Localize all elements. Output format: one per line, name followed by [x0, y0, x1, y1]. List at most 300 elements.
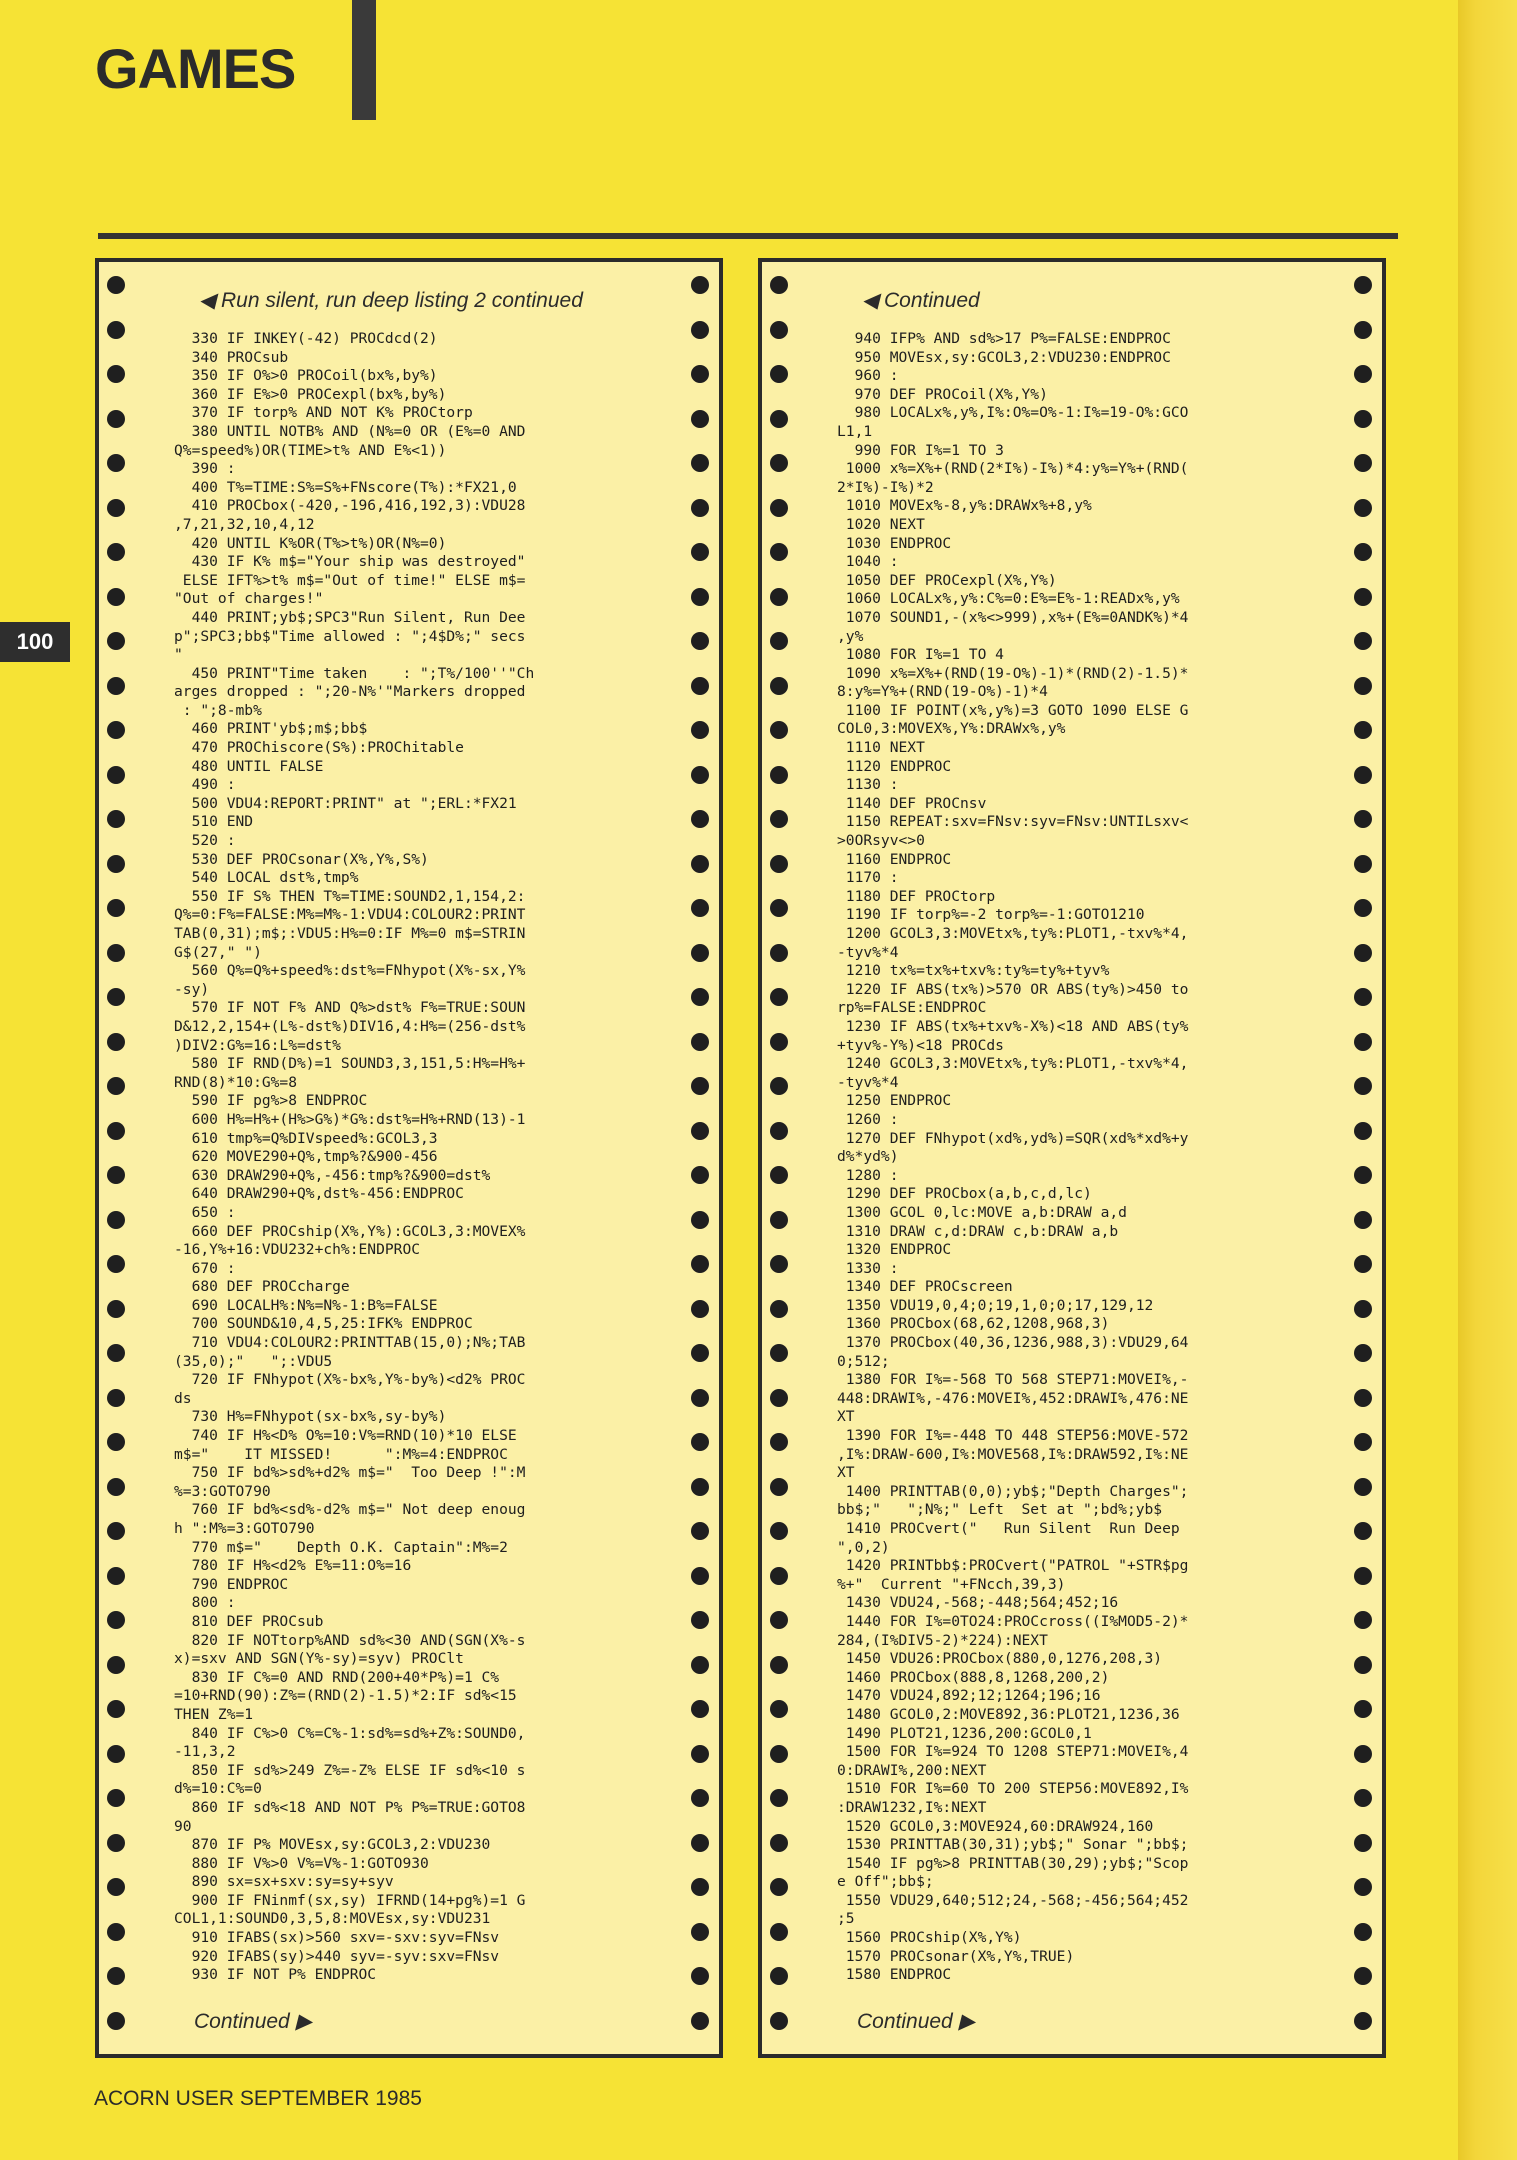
sprocket-hole [691, 944, 709, 962]
code-line: 1490 PLOT21,1236,200:GCOL0,1 [845, 1724, 1092, 1742]
sprocket-hole [1354, 1389, 1372, 1407]
code-line: 870 IF P% MOVEsx,sy:GCOL3,2:VDU230 [191, 1836, 491, 1854]
code-line: 340 PROCsub [191, 348, 289, 366]
code-line: 500 VDU4:REPORT:PRINT" at ";ERL:*FX21 [191, 794, 517, 812]
sprocket-hole [770, 855, 788, 873]
sprocket-hole [691, 1611, 709, 1629]
code-line: 440 PRINT;yb$;SPC3"Run Silent, Run Dee [191, 608, 526, 626]
code-line: 0;512; [837, 1352, 890, 1370]
sprocket-holes-right [691, 262, 711, 2054]
code-line: 390 : [191, 460, 236, 478]
sprocket-hole [1354, 1834, 1372, 1852]
code-line: 460 PRINT'yb$;m$;bb$ [191, 720, 368, 738]
code-line: 1310 DRAW c,d:DRAW c,b:DRAW a,b [845, 1222, 1119, 1240]
code-line: 930 IF NOT P% ENDPROC [191, 1966, 377, 1984]
sprocket-hole [107, 2012, 125, 2030]
code-line: =10+RND(90):Z%=(RND(2)-1.5)*2:IF sd%<15 [174, 1687, 517, 1705]
sprocket-hole [770, 321, 788, 339]
sprocket-hole [770, 1834, 788, 1852]
code-line: 1050 DEF PROCexpl(X%,Y%) [845, 571, 1057, 589]
sprocket-hole [107, 499, 125, 517]
code-line: 720 IF FNhypot(X%-bx%,Y%-by%)<d2% PROC [191, 1371, 526, 1389]
code-line: bb$;" ";N%;" Left Set at ";bd%;yb$ [837, 1501, 1163, 1519]
code-line: rp%=FALSE:ENDPROC [837, 999, 987, 1017]
code-line: -tyv%*4 [837, 1073, 899, 1091]
code-line: 1100 IF POINT(x%,y%)=3 GOTO 1090 ELSE G [845, 701, 1189, 719]
sprocket-hole [770, 276, 788, 294]
code-line: 0:DRAWI%,200:NEXT [837, 1761, 987, 1779]
sprocket-hole [107, 1567, 125, 1585]
code-line: 990 FOR I%=1 TO 3 [854, 441, 1004, 459]
sprocket-hole [1354, 410, 1372, 428]
code-line: 480 UNTIL FALSE [191, 757, 324, 775]
sprocket-hole [1354, 677, 1372, 695]
sprocket-hole [770, 1567, 788, 1585]
code-line: 510 END [191, 813, 254, 831]
code-line: 640 DRAW290+Q%,dst%-456:ENDPROC [191, 1185, 464, 1203]
sprocket-hole [770, 1745, 788, 1763]
code-line: 680 DEF PROCcharge [191, 1278, 350, 1296]
code-line: : ";8-mb% [182, 701, 262, 719]
code-line: 1340 DEF PROCscreen [845, 1278, 1013, 1296]
code-line: 750 IF bd%>sd%+d2% m$=" Too Deep !":M [191, 1464, 526, 1482]
sprocket-hole [107, 1255, 125, 1273]
code-line: 590 IF pg%>8 ENDPROC [191, 1092, 368, 1110]
code-line: Q%=0:F%=FALSE:M%=M%-1:VDU4:COLOUR2:PRINT [174, 906, 526, 924]
sprocket-hole [107, 1967, 125, 1985]
sprocket-hole [107, 410, 125, 428]
sprocket-hole [107, 1700, 125, 1718]
sprocket-holes-left [107, 262, 127, 2054]
sprocket-hole [770, 677, 788, 695]
code-line: (35,0);" ";:VDU5 [174, 1352, 333, 1370]
sprocket-hole [770, 632, 788, 650]
code-listing [837, 330, 1317, 1985]
sprocket-hole [107, 1389, 125, 1407]
code-line: 1240 GCOL3,3:MOVEtx%,ty%:PLOT1,-txv%*4, [845, 1055, 1189, 1073]
code-line: >0ORsyv<>0 [837, 832, 925, 850]
code-line: m$=" IT MISSED! ":M%=4:ENDPROC [174, 1445, 508, 1463]
code-line: 760 IF bd%<sd%-d2% m$=" Not deep enoug [191, 1501, 526, 1519]
code-line: 850 IF sd%>249 Z%=-Z% ELSE IF sd%<10 s [191, 1761, 526, 1779]
sprocket-hole [107, 543, 125, 561]
sprocket-hole [107, 1522, 125, 1540]
code-line: 1250 ENDPROC [845, 1092, 952, 1110]
sprocket-hole [107, 276, 125, 294]
code-line: e Off";bb$; [837, 1873, 934, 1891]
sprocket-hole [691, 1967, 709, 1985]
sprocket-hole [770, 1300, 788, 1318]
code-line: -tyv%*4 [837, 943, 899, 961]
code-line: 1040 : [845, 553, 899, 571]
code-line: 940 IFP% AND sd%>17 P%=FALSE:ENDPROC [854, 330, 1171, 347]
code-line: 1070 SOUND1,-(x%<>999),x%+(E%=0ANDK%)*4 [845, 608, 1189, 626]
sprocket-hole [107, 1834, 125, 1852]
sprocket-hole [770, 1878, 788, 1896]
sprocket-hole [691, 1789, 709, 1807]
code-line: 830 IF C%=0 AND RND(200+40*P%)=1 C% [191, 1668, 500, 1686]
code-line: 730 H%=FNhypot(sx-bx%,sy-by%) [191, 1408, 447, 1426]
code-line: ",0,2) [837, 1538, 890, 1556]
code-listing [174, 330, 654, 1985]
code-line: TAB(0,31);m$;:VDU5:H%=0:IF M%=0 m$=STRIN [174, 925, 526, 942]
sprocket-hole [107, 766, 125, 784]
sprocket-hole [691, 499, 709, 517]
sprocket-hole [691, 810, 709, 828]
header-rule [98, 233, 1398, 239]
code-line: 1200 GCOL3,3:MOVEtx%,ty%:PLOT1,-txv%*4, [845, 925, 1189, 942]
code-line: 1550 VDU29,640;512;24,-568;-456;564;452 [845, 1891, 1189, 1909]
sprocket-hole [691, 766, 709, 784]
code-line: 1360 PROCbox(68,62,1208,968,3) [845, 1315, 1110, 1333]
code-line: 1540 IF pg%>8 PRINTTAB(30,29);yb$;"Scop [845, 1854, 1189, 1872]
code-line: 570 IF NOT F% AND Q%>dst% F%=TRUE:SOUN [191, 999, 526, 1017]
code-line: THEN Z%=1 [174, 1705, 254, 1723]
sprocket-hole [107, 632, 125, 650]
code-line: ds [174, 1389, 192, 1407]
sprocket-hole [107, 1789, 125, 1807]
sprocket-hole [107, 1077, 125, 1095]
code-line: 660 DEF PROCship(X%,Y%):GCOL3,3:MOVEX% [191, 1222, 526, 1240]
code-line: D&12,2,154+(L%-dst%)DIV16,4:H%=(256-dst% [174, 1017, 526, 1035]
sprocket-hole [1354, 899, 1372, 917]
sprocket-hole [770, 365, 788, 383]
code-line: 1520 GCOL0,3:MOVE924,60:DRAW924,160 [845, 1817, 1154, 1835]
code-line: 800 : [191, 1594, 236, 1612]
code-line: 1170 : [845, 869, 899, 887]
sprocket-hole [107, 1166, 125, 1184]
sprocket-hole [1354, 1122, 1372, 1140]
listing-panel-left [95, 258, 723, 2058]
sprocket-hole [691, 543, 709, 561]
code-line: ELSE IFT%>t% m$="Out of time!" ELSE m$= [182, 571, 526, 589]
code-line: 1430 VDU24,-568;-448;564;452;16 [845, 1594, 1119, 1612]
sprocket-hole [770, 1923, 788, 1941]
code-line: COL1,1:SOUND0,3,5,8:MOVEsx,sy:VDU231 [174, 1910, 491, 1928]
sprocket-hole [691, 1389, 709, 1407]
sprocket-hole [770, 944, 788, 962]
code-line: 970 DEF PROCoil(X%,Y%) [854, 385, 1048, 403]
listing-panel-right [758, 258, 1386, 2058]
code-line: 540 LOCAL dst%,tmp% [191, 869, 359, 887]
code-line: 530 DEF PROCsonar(X%,Y%,S%) [191, 850, 429, 868]
code-line: RND(8)*10:G%=8 [174, 1073, 298, 1091]
sprocket-hole [107, 721, 125, 739]
sprocket-hole [1354, 1967, 1372, 1985]
sprocket-hole [691, 1033, 709, 1051]
code-line: 1560 PROCship(X%,Y%) [845, 1929, 1022, 1947]
sprocket-hole [691, 632, 709, 650]
code-line: 420 UNTIL K%OR(T%>t%)OR(N%=0) [191, 534, 447, 552]
code-line: 820 IF NOTtorp%AND sd%<30 AND(SGN(X%-s [191, 1631, 526, 1649]
sprocket-hole [1354, 1211, 1372, 1229]
sprocket-hole [770, 1478, 788, 1496]
sprocket-hole [1354, 1878, 1372, 1896]
sprocket-hole [107, 1656, 125, 1674]
code-line: 670 : [191, 1259, 236, 1277]
sprocket-hole [107, 1745, 125, 1763]
code-line: d%=10:C%=0 [174, 1780, 262, 1798]
code-line: 840 IF C%>0 C%=C%-1:sd%=sd%+Z%:SOUND0, [191, 1724, 526, 1742]
code-line: 690 LOCALH%:N%=N%-1:B%=FALSE [191, 1296, 438, 1314]
sprocket-hole [691, 721, 709, 739]
code-line: 470 PROChiscore(S%):PROChitable [191, 739, 464, 757]
code-line: 1140 DEF PROCnsv [845, 794, 987, 812]
code-line: 1570 PROCsonar(X%,Y%,TRUE) [845, 1947, 1075, 1965]
code-line: 1120 ENDPROC [845, 757, 952, 775]
code-line: 1160 ENDPROC [845, 850, 952, 868]
sprocket-hole [107, 1344, 125, 1362]
sprocket-hole [1354, 1300, 1372, 1318]
sprocket-hole [770, 1611, 788, 1629]
sprocket-hole [691, 1700, 709, 1718]
code-line: ,y% [837, 627, 864, 645]
code-line: 1220 IF ABS(tx%)>570 OR ABS(ty%)>450 to [845, 980, 1189, 998]
sprocket-hole [770, 1077, 788, 1095]
listing-title: ◀ Continued [862, 289, 980, 312]
code-line: 1500 FOR I%=924 TO 1208 STEP71:MOVEI%,4 [845, 1743, 1189, 1761]
code-line: 580 IF RND(D%)=1 SOUND3,3,151,5:H%=H%+ [191, 1055, 526, 1073]
sprocket-hole [691, 1656, 709, 1674]
code-line: 448:DRAWI%,-476:MOVEI%,452:DRAWI%,476:NE [837, 1389, 1189, 1407]
code-line: ,7,21,32,10,4,12 [174, 515, 315, 533]
sprocket-hole [691, 454, 709, 472]
code-line: 430 IF K% m$="Your ship was destroyed" [191, 553, 526, 571]
code-line: COL0,3:MOVEX%,Y%:DRAWx%,y% [837, 720, 1066, 738]
code-line: p";SPC3;bb$"Time allowed : ";4$D%;" secs [174, 627, 526, 645]
sprocket-hole [691, 410, 709, 428]
code-line: 920 IFABS(sy)>440 syv=-syv:sxv=FNsv [191, 1947, 500, 1965]
code-line: "Out of charges!" [174, 590, 324, 608]
sprocket-hole [770, 1522, 788, 1540]
sprocket-hole [691, 1211, 709, 1229]
code-line: 1380 FOR I%=-568 TO 568 STEP71:MOVEI%,- [845, 1371, 1189, 1389]
sprocket-hole [770, 1166, 788, 1184]
sprocket-hole [770, 721, 788, 739]
code-line: 284,(I%DIV5-2)*224):NEXT [837, 1631, 1048, 1649]
code-line: 1130 : [845, 776, 899, 794]
sprocket-hole [691, 899, 709, 917]
sprocket-hole [770, 1967, 788, 1985]
code-line: 1180 DEF PROCtorp [845, 887, 996, 905]
code-line: 1010 MOVEx%-8,y%:DRAWx%+8,y% [845, 497, 1092, 515]
sprocket-hole [1354, 365, 1372, 383]
listing-title: ◀ Run silent, run deep listing 2 continued [199, 289, 583, 312]
sprocket-hole [691, 365, 709, 383]
code-line: 890 sx=sx+sxv:sy=sy+syv [191, 1873, 394, 1891]
sprocket-hole [691, 1255, 709, 1273]
sprocket-hole [1354, 1567, 1372, 1585]
code-line: 1370 PROCbox(40,36,1236,988,3):VDU29,64 [845, 1334, 1189, 1352]
sprocket-hole [1354, 588, 1372, 606]
code-line: %+" Current "+FNcch,39,3) [837, 1575, 1066, 1593]
code-line: 1330 : [845, 1259, 899, 1277]
sprocket-hole [1354, 855, 1372, 873]
sprocket-hole [107, 454, 125, 472]
code-line: 1400 PRINTTAB(0,0);yb$;"Depth Charges"; [845, 1482, 1189, 1500]
sprocket-hole [691, 1122, 709, 1140]
code-line: )DIV2:G%=16:L%=dst% [174, 1036, 341, 1054]
sprocket-hole [1354, 1611, 1372, 1629]
sprocket-hole [107, 855, 125, 873]
sprocket-hole [691, 1300, 709, 1318]
code-line: 350 IF O%>0 PROCoil(bx%,by%) [191, 367, 438, 385]
code-line: 1210 tx%=tx%+txv%:ty%=ty%+tyv% [845, 962, 1110, 980]
code-line: 650 : [191, 1203, 236, 1221]
code-line: 1000 x%=X%+(RND(2*I%)-I%)*4:y%=Y%+(RND( [845, 460, 1189, 478]
code-line: 1260 : [845, 1110, 899, 1128]
code-line: 900 IF FNinmf(sx,sy) IFRND(14+pg%)=1 G [191, 1891, 526, 1909]
sprocket-hole [770, 1255, 788, 1273]
sprocket-hole [1354, 1433, 1372, 1451]
code-line: 1270 DEF FNhypot(xd%,yd%)=SQR(xd%*xd%+y [845, 1129, 1189, 1147]
sprocket-hole [1354, 1789, 1372, 1807]
section-title: GAMES [95, 37, 296, 100]
sprocket-hole [1354, 721, 1372, 739]
sprocket-hole [691, 1478, 709, 1496]
sprocket-hole [1354, 1478, 1372, 1496]
sprocket-hole [107, 677, 125, 695]
code-line: 520 : [191, 832, 236, 850]
sprocket-hole [107, 588, 125, 606]
code-line: 770 m$=" Depth O.K. Captain":M%=2 [191, 1538, 508, 1556]
sprocket-hole [770, 1122, 788, 1140]
code-line: 710 VDU4:COLOUR2:PRINTTAB(15,0);N%;TAB [191, 1334, 526, 1352]
sprocket-hole [1354, 632, 1372, 650]
code-line: -11,3,2 [174, 1743, 236, 1761]
sprocket-hole [770, 1344, 788, 1362]
sprocket-hole [107, 365, 125, 383]
code-line: 1280 : [845, 1166, 899, 1184]
code-line: 8:y%=Y%+(RND(19-O%)-1)*4 [837, 683, 1048, 701]
sprocket-hole [691, 1433, 709, 1451]
sprocket-hole [770, 543, 788, 561]
sprocket-hole [770, 899, 788, 917]
sprocket-hole [107, 1611, 125, 1629]
sprocket-hole [1354, 1923, 1372, 1941]
code-line: 1020 NEXT [845, 515, 925, 533]
code-line: 1300 GCOL 0,lc:MOVE a,b:DRAW a,d [845, 1203, 1127, 1221]
code-line: 400 T%=TIME:S%=S%+FNscore(T%):*FX21,0 [191, 478, 517, 496]
code-line: 1470 VDU24,892;12;1264;196;16 [845, 1687, 1101, 1705]
code-line: 1190 IF torp%=-2 torp%=-1:GOTO1210 [845, 906, 1145, 924]
code-line: 1230 IF ABS(tx%+txv%-X%)<18 AND ABS(ty% [845, 1017, 1189, 1035]
sprocket-hole [1354, 321, 1372, 339]
sprocket-hole [691, 1923, 709, 1941]
code-line: ;5 [837, 1910, 855, 1928]
continued-label: Continued ▶ [857, 2010, 975, 2033]
sprocket-hole [107, 321, 125, 339]
code-line: XT [837, 1464, 855, 1482]
header-block [352, 0, 376, 120]
sprocket-hole [770, 499, 788, 517]
code-line: 810 DEF PROCsub [191, 1612, 324, 1630]
code-line: arges dropped : ";20-N%'"Markers dropped [174, 683, 526, 701]
sprocket-hole [107, 1433, 125, 1451]
sprocket-hole [691, 588, 709, 606]
footer-credit: ACORN USER SEPTEMBER 1985 [94, 2087, 422, 2110]
sprocket-hole [691, 1166, 709, 1184]
code-line: -16,Y%+16:VDU232+ch%:ENDPROC [174, 1241, 421, 1259]
code-line: G$(27," ") [174, 943, 262, 961]
code-line: 960 : [854, 367, 899, 385]
code-line: 860 IF sd%<18 AND NOT P% P%=TRUE:GOTO8 [191, 1798, 526, 1816]
code-line: 620 MOVE290+Q%,tmp%?&900-456 [191, 1148, 438, 1166]
code-line: 780 IF H%<d2% E%=11:O%=16 [191, 1557, 412, 1575]
sprocket-hole [691, 855, 709, 873]
code-line: L1,1 [837, 422, 873, 440]
code-line: 910 IFABS(sx)>560 sxv=-sxv:syv=FNsv [191, 1929, 500, 1947]
sprocket-hole [691, 321, 709, 339]
code-line: :DRAW1232,I%:NEXT [837, 1798, 987, 1816]
sprocket-hole [1354, 988, 1372, 1006]
code-line: %=3:GOTO790 [174, 1482, 271, 1500]
code-line: Q%=speed%)OR(TIME>t% AND E%<1)) [174, 441, 447, 459]
sprocket-hole [770, 766, 788, 784]
code-line: 1410 PROCvert(" Run Silent Run Deep [845, 1520, 1180, 1537]
sprocket-hole [691, 2012, 709, 2030]
sprocket-hole [107, 1211, 125, 1229]
sprocket-hole [107, 810, 125, 828]
sprocket-hole [770, 410, 788, 428]
sprocket-hole [770, 1389, 788, 1407]
sprocket-hole [691, 1077, 709, 1095]
sprocket-hole [1354, 276, 1372, 294]
sprocket-hole [770, 1656, 788, 1674]
sprocket-hole [770, 1789, 788, 1807]
sprocket-hole [1354, 1656, 1372, 1674]
sprocket-hole [1354, 454, 1372, 472]
code-line: x)=sxv AND SGN(Y%-sy)=syv) PROClt [174, 1650, 464, 1668]
code-line: 1510 FOR I%=60 TO 200 STEP56:MOVE892,I% [845, 1780, 1189, 1798]
code-line: 1150 REPEAT:sxv=FNsv:syv=FNsv:UNTILsxv< [845, 813, 1189, 831]
sprocket-hole [691, 1344, 709, 1362]
sprocket-holes-left [770, 262, 790, 2054]
sprocket-hole [770, 1433, 788, 1451]
sprocket-hole [770, 1033, 788, 1051]
code-line: 1030 ENDPROC [845, 534, 952, 552]
sprocket-hole [1354, 1077, 1372, 1095]
sprocket-hole [1354, 2012, 1372, 2030]
code-line: -sy) [174, 980, 210, 998]
sprocket-holes-right [1354, 262, 1374, 2054]
code-line: 1080 FOR I%=1 TO 4 [845, 646, 1004, 664]
sprocket-hole [107, 1478, 125, 1496]
code-line: 700 SOUND&10,4,5,25:IFK% ENDPROC [191, 1315, 473, 1333]
code-line: 1350 VDU19,0,4;0;19,1,0;0;17,129,12 [845, 1296, 1154, 1314]
code-line: " [174, 646, 183, 664]
sprocket-hole [107, 1878, 125, 1896]
sprocket-hole [691, 988, 709, 1006]
continued-label: Continued ▶ [194, 2010, 312, 2033]
code-line: 630 DRAW290+Q%,-456:tmp%?&900=dst% [191, 1166, 491, 1184]
sprocket-hole [107, 1923, 125, 1941]
code-line: 880 IF V%>0 V%=V%-1:GOTO930 [191, 1854, 429, 1872]
sprocket-hole [1354, 944, 1372, 962]
page-number: 100 [0, 622, 70, 662]
code-line: ,I%:DRAW-600,I%:MOVE568,I%:DRAW592,I%:NE [837, 1445, 1189, 1463]
sprocket-hole [107, 944, 125, 962]
code-line: 90 [174, 1817, 192, 1835]
code-line: +tyv%-Y%)<18 PROCds [837, 1036, 1004, 1054]
sprocket-hole [1354, 1255, 1372, 1273]
sprocket-hole [770, 588, 788, 606]
code-line: 980 LOCALx%,y%,I%:O%=O%-1:I%=19-O%:GCO [854, 404, 1189, 422]
code-line: 1450 VDU26:PROCbox(880,0,1276,208,3) [845, 1650, 1163, 1668]
code-line: 1580 ENDPROC [845, 1966, 952, 1984]
code-line: 950 MOVEsx,sy:GCOL3,2:VDU230:ENDPROC [854, 348, 1171, 366]
page-edge [1458, 0, 1517, 2160]
